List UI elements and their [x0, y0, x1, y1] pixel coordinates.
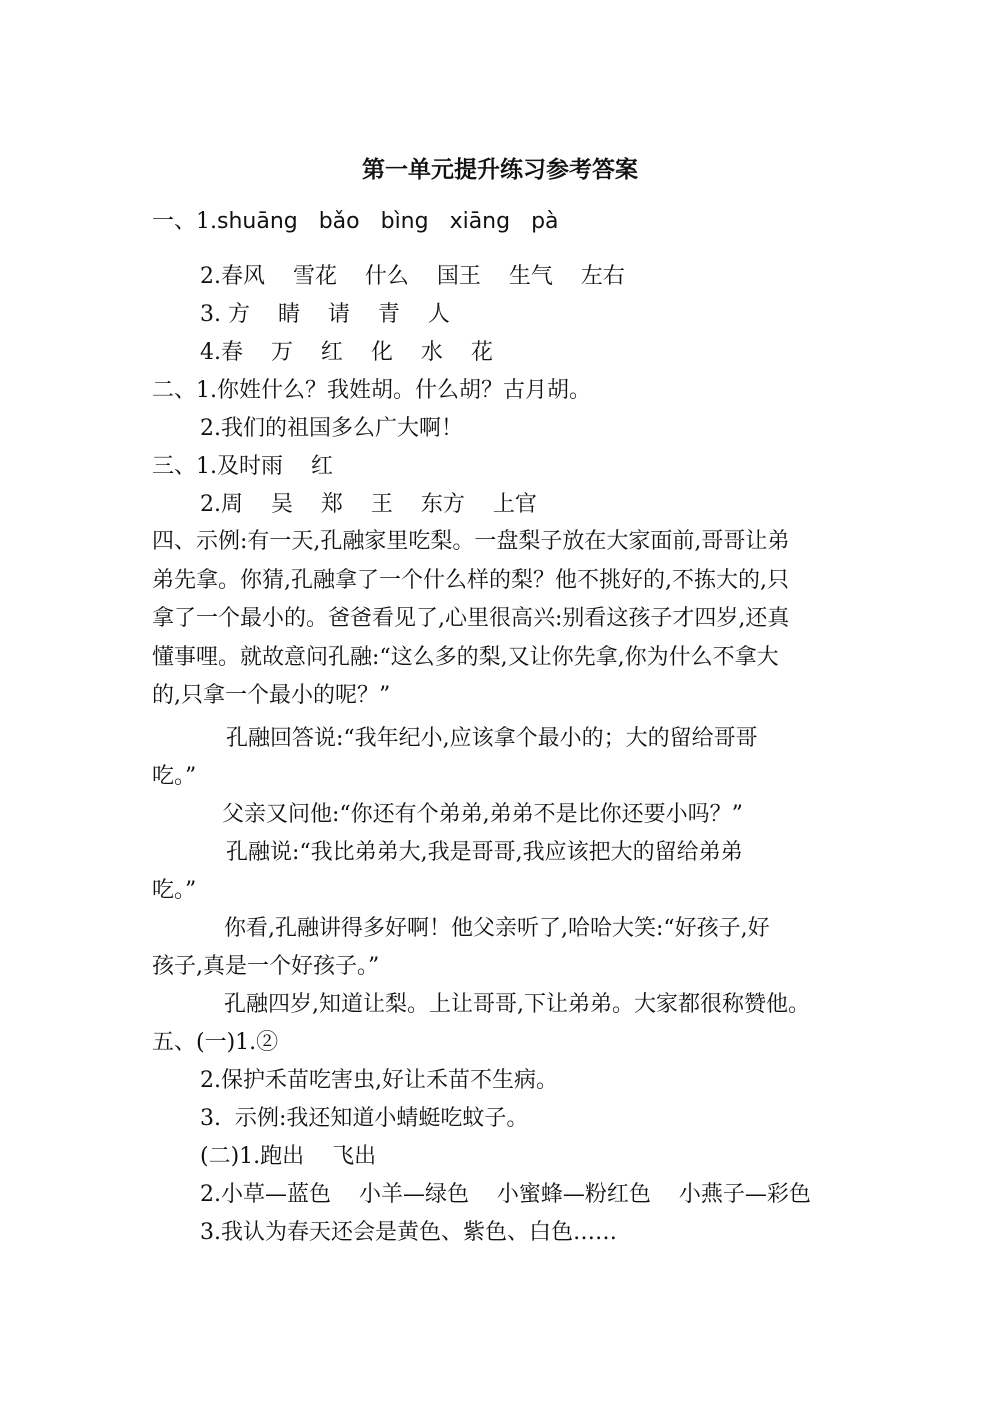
section4-line: 懂事哩。就故意问孔融:“这么多的梨,又让你先拿,你为什么不拿大 — [152, 644, 779, 670]
section2-q2: 2.我们的祖国多么广大啊！ — [200, 416, 463, 441]
section4-line: 四、示例:有一天,孔融家里吃梨。一盘梨子放在大家面前,哥哥让弟 — [152, 529, 790, 554]
section4-para4-line2: 吃。” — [152, 878, 197, 903]
page-title: 第一单元提升练习参考答案 — [362, 156, 638, 183]
section4-para5-line2: 孩子,真是一个好孩子。” — [152, 954, 380, 979]
section4-para3: 父亲又问他:“你还有个弟弟,弟弟不是比你还要小吗？” — [222, 802, 743, 827]
section5-part1-q1: 五、(一)1.② — [152, 1030, 279, 1055]
section4-paragraph-1 — [152, 523, 852, 716]
section5-part2-q1: (二)1.跑出 飞出 — [200, 1144, 377, 1169]
section4-para2-line1: 孔融回答说:“我年纪小,应该拿个最小的；大的留给哥哥 — [226, 726, 758, 751]
section4-para5-line1: 你看,孔融讲得多好啊！他父亲听了,哈哈大笑:“好孩子,好 — [224, 916, 770, 941]
section3-q2: 2.周 吴 郑 王 东方 上官 — [200, 492, 537, 517]
section2-q1: 二、1.你姓什么？我姓胡。什么胡？古月胡。 — [152, 378, 591, 403]
section5-part2-q3: 3.我认为春天还会是黄色、紫色、白色…… — [200, 1220, 617, 1245]
section1-q1-prefix: 一、1. — [152, 209, 217, 234]
section3-q1: 三、1.及时雨 红 — [152, 454, 333, 479]
section5-part2-q2: 2.小草—蓝色 小羊—绿色 小蜜蜂—粉红色 小燕子—彩色 — [200, 1182, 811, 1207]
section5-part1-q3: 3. 示例:我还知道小蜻蜓吃蚊子。 — [200, 1106, 529, 1131]
section1-q1 — [152, 202, 559, 242]
section4-para4-line1: 孔融说:“我比弟弟大,我是哥哥,我应该把大的留给弟弟 — [226, 840, 743, 865]
section4-line: 的,只拿一个最小的呢？” — [152, 683, 391, 708]
section4-line: 拿了一个最小的。爸爸看见了,心里很高兴:别看这孩子才四岁,还真 — [152, 606, 790, 631]
section1-q2: 2.春风 雪花 什么 国王 生气 左右 — [200, 264, 625, 289]
section4-para6: 孔融四岁,知道让梨。上让哥哥,下让弟弟。大家都很称赞他。 — [224, 992, 810, 1017]
section5-part1-q2: 2.保护禾苗吃害虫,好让禾苗不生病。 — [200, 1068, 558, 1093]
section1-q4: 4.春 万 红 化 水 花 — [200, 340, 493, 365]
section1-q1-pinyin: shuāng bǎo bìng xiāng pà — [217, 209, 559, 234]
section1-q3: 3. 方 睛 请 青 人 — [200, 302, 450, 327]
section4-para2-line2: 吃。” — [152, 764, 197, 789]
section4-line: 弟先拿。你猜,孔融拿了一个什么样的梨？他不挑好的,不拣大的,只 — [152, 567, 789, 593]
